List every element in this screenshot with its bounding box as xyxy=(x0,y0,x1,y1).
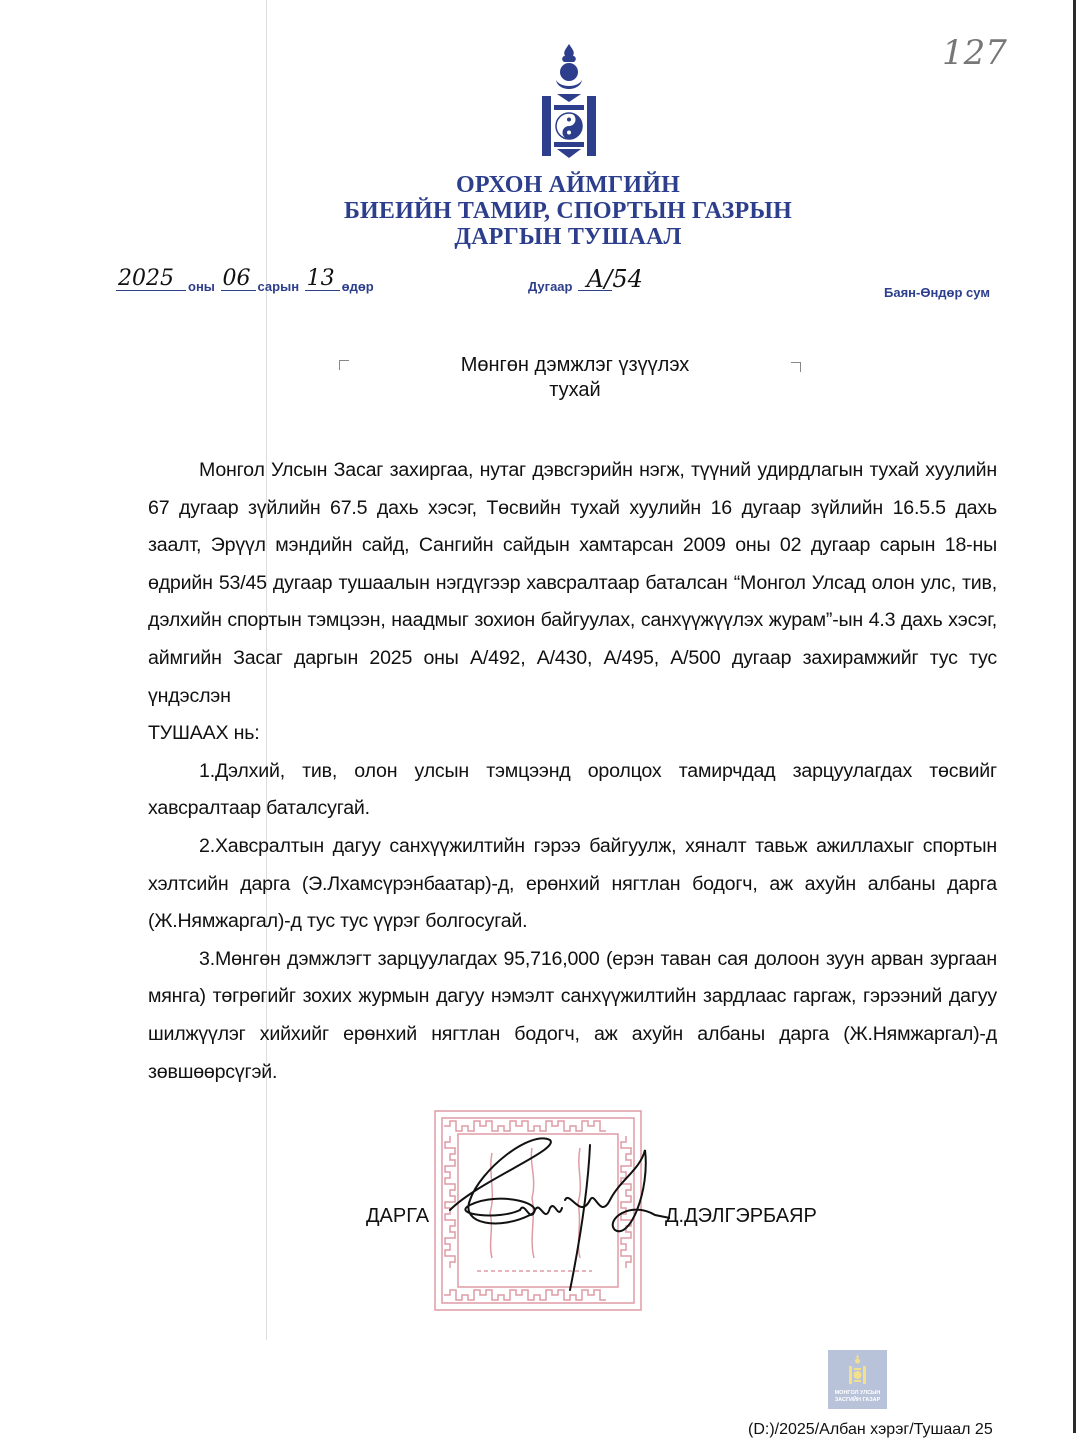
subject-line-2: тухай xyxy=(549,379,601,401)
org-title-line-3: ДАРГЫН ТУШААЛ xyxy=(454,224,682,250)
signatory-title: ДАРГА xyxy=(366,1205,430,1227)
year-handwritten: 2025 xyxy=(118,266,174,291)
number-handwritten: А/54 xyxy=(586,265,643,293)
signatory-name: Д.ДЭЛГЭРБАЯР xyxy=(665,1205,817,1227)
subject-bracket-right xyxy=(791,362,801,372)
footer-file-path: (D:)/2025/Албан хэрэг/Тушаал 25 xyxy=(748,1421,993,1438)
number-label: Дугаар xyxy=(528,279,573,294)
number-blank xyxy=(578,265,643,293)
month-handwritten: 06 xyxy=(222,266,251,291)
order-item-1: 1.Дэлхий, тив, олон улсын тэмцээнд оролцох тамирчдад зарцуулагдах төсвийг хавсралтаар баталсугай. xyxy=(148,759,997,820)
year-blank xyxy=(116,266,186,291)
month-blank xyxy=(221,266,256,291)
date-field xyxy=(116,262,436,302)
order-body xyxy=(148,452,997,1091)
soyombo-emblem-icon xyxy=(538,42,600,160)
day-blank xyxy=(305,266,340,291)
gov-logo-line-1: МОНГОЛ УЛСЫН xyxy=(834,1390,881,1396)
order-word: ТУШААХ нь: xyxy=(148,722,260,745)
gov-logo-line-2: ЗАСГИЙН ГАЗАР xyxy=(834,1397,881,1403)
page-number-text: 127 xyxy=(942,33,1007,73)
organization-title xyxy=(230,172,906,250)
order-item-3: 3.Мөнгөн дэмжлэгт зарцуулагдах 95,716,000 (ерэн таван сая долоон зуун арван зургаан мянга) төгрөгийг зохих журмын дагуу нэмэлт санхүүжилтийн зардлаас гаргаж, гэрээний дагуу шилжүүлэг хийхийг ерөнхий нягтлан бодогч, аж ахуйн албаны дарга (Ж.Нямжаргал)-д зөвшөөрсүгэй. xyxy=(148,947,997,1083)
day-handwritten: 13 xyxy=(306,266,335,291)
day-label: өдөр xyxy=(341,279,374,294)
subject-bracket-left xyxy=(339,360,349,370)
location: Баян-Өндөр сум xyxy=(884,285,990,300)
org-title-line-1: ОРХОН АЙМГИЙН xyxy=(455,172,681,198)
gov-soyombo-icon xyxy=(848,1354,867,1386)
handwritten-signature xyxy=(440,1130,670,1310)
preamble-paragraph: Монгол Улсын Засаг захиргаа, нутаг дэвсгэрийн нэгж, түүний удирдлагын тухай хуулийн 67 дугаар зүйлийн 67.5 дахь хэсэг, Төсвийн тухай хуулийн 16 дугаар зүйлийн 16.5.5 дахь заалт, Эрүүл мэндийн сайд, Сангийн сайдын хамтарсан 2009 оны 02 дугаар сарын 18-ны өдрийн 53/45 дугаар тушаалын нэгдүгээр хавсралтаар баталсан “Монгол Улсад олон улс, тив, дэлхийн спортын тэмцээн, наадмыг зохион байгуулах, санхүүжүүлэх журам”-ын 4.3 дахь хэсэг, аймгийн Засаг даргын 2025 оны А/492, А/430, А/495, А/500 дугаар захирамжийг тус тус үндэслэн xyxy=(148,459,997,707)
year-label: оны xyxy=(188,279,215,294)
org-title-line-2: БИЕИЙН ТАМИР, СПОРТЫН ГАЗРЫН xyxy=(343,198,793,224)
month-label: сарын xyxy=(257,279,300,294)
subject-line-1: Мөнгөн дэмжлэг үзүүлэх xyxy=(460,354,690,376)
order-number-field xyxy=(526,262,726,302)
handwritten-page-number xyxy=(938,30,1018,75)
order-item-2: 2.Хавсралтын дагуу санхүүжилтийн гэрээ байгуулж, хяналт тавьж ажиллахыг спортын хэлтсийн дарга (Э.Лхамсүрэнбаатар)-д, ерөнхий нягтлан бодогч, аж ахуйн албаны дарга (Ж.Нямжаргал)-д тус тус үүрэг болгосугай. xyxy=(148,834,997,933)
government-logo xyxy=(828,1350,887,1409)
subject-heading xyxy=(380,353,770,403)
